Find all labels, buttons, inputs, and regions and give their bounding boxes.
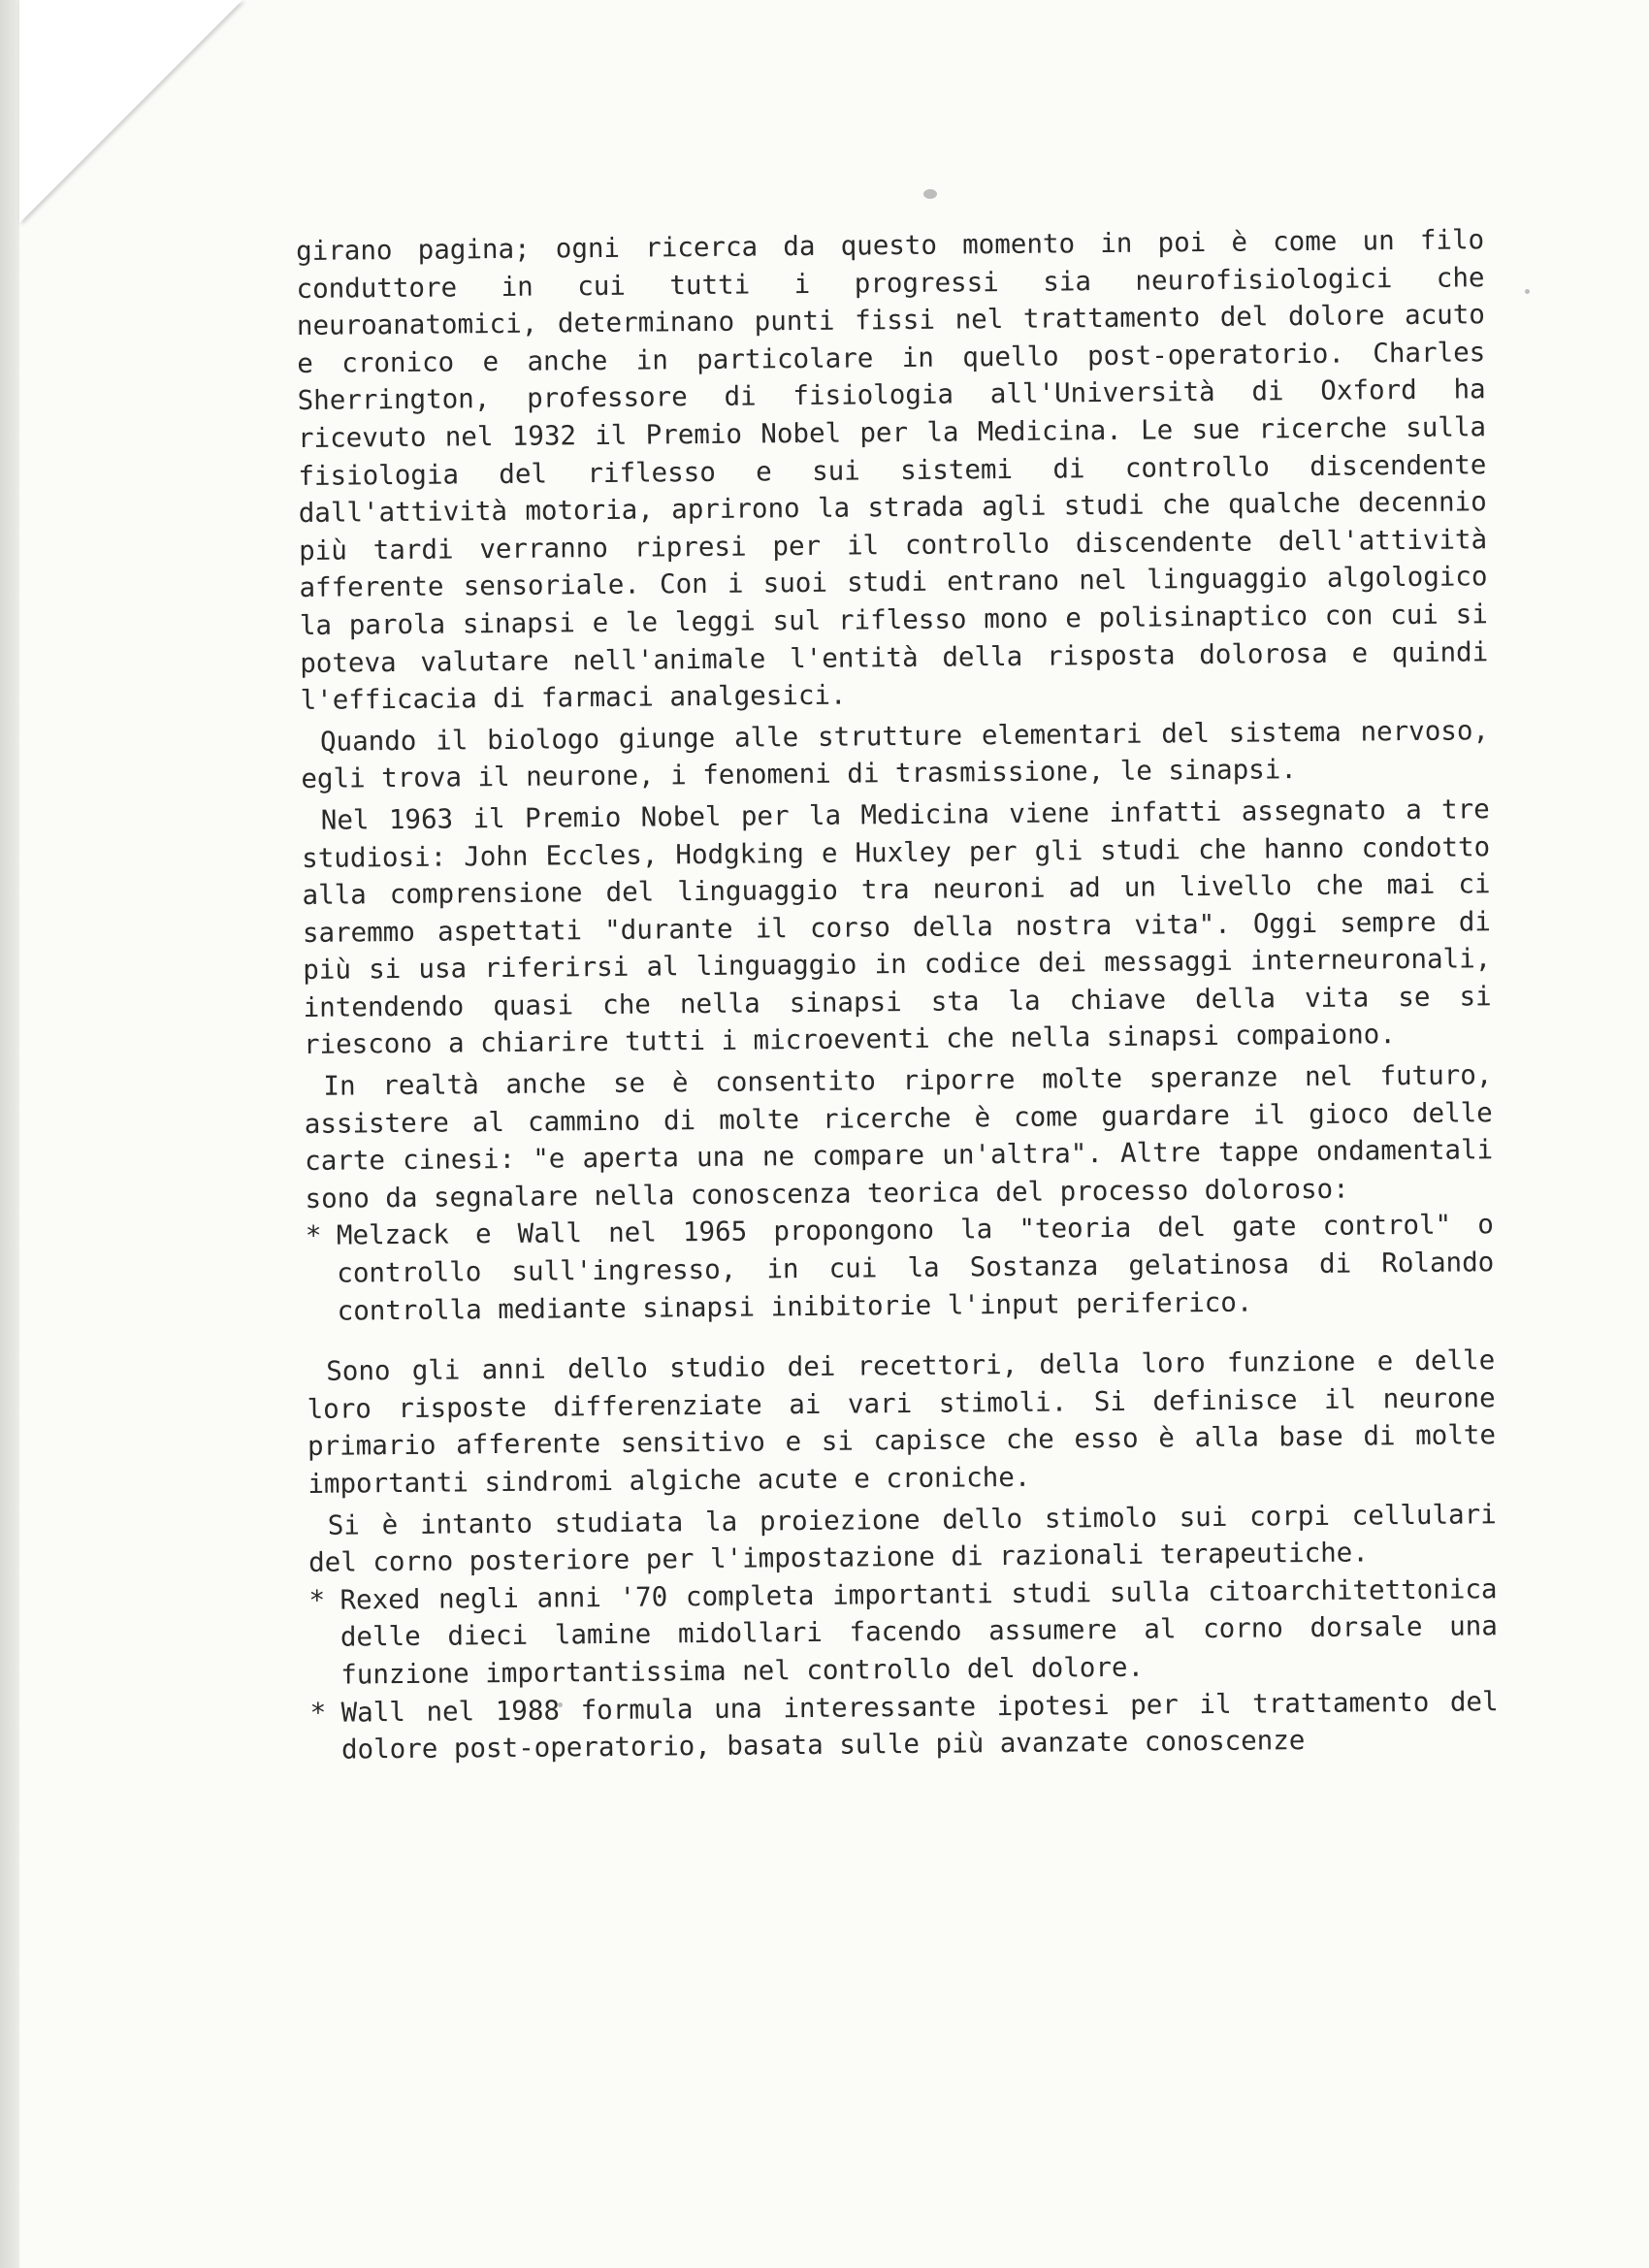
paragraph: girano pagina; ogni ricerca da questo momento in poi è come un filo conduttore in cui tutti i progressi sia neurofisiologici che neuroanatomici, determinano punti fissi nel trattamento del dolore acuto e cronico e anche in particolare in quello post-operatorio. Charles Sherrington, professore di fisiologia all'Università di Oxford ha ricevuto nel 1932 il Premio Nobel per la Medicina. Le sue ricerche sulla fisiologia del riflesso e sui sistemi di controllo discendente dall'attività motoria, aprirono la strada agli studi che qualche decennio più tardi verranno ripresi per il controllo discendente dell'attività afferente sensoriale. Con i suoi studi entrano nel linguaggio algologico la parola sinapsi e le leggi sul riflesso mono e polisinaptico con cui si poteva valutare nell'animale l'entità della risposta dolorosa e quindi l'efficacia di farmaci analgesici. [296,224,1489,717]
bullet-item [306,1207,1495,1331]
bullet-text: Rexed negli anni '70 completa importanti studi sulla citoarchitettonica delle dieci lamine midollari facendo assumere al corno dorsale una funzione importantissima nel controllo del dolore. [340,1572,1499,1691]
bullet-text: Wall nel 1988 formula una interessante ipotesi per il trattamento del dolore post-operatorio, basata sulle più avanzate conoscenze [340,1685,1499,1766]
bullet-item [309,1683,1499,1769]
bullet-mark: * [309,1697,327,1729]
folded-corner [19,0,242,223]
paragraph: Sono gli anni dello studio dei recettori, della loro funzione e delle loro risposte differenziate ai vari stimoli. Si definisce il neurone primario afferente sensitivo e si capisce che esso è alla base di molte importanti sindromi algiche acute e croniche. [307,1345,1497,1500]
speck [923,189,937,199]
speck [1525,289,1530,294]
document-body [296,221,1499,1768]
paragraph: In realtà anche se è consentito riporre molte speranze nel futuro, assistere al cammino di molte ricerche è come guardare il gioco delle carte cinesi: "e aperta una ne compare un'altra". Altre tappe ondamentali sono da segnalare nella conoscenza teorica del processo doloroso: [304,1059,1494,1215]
paragraph: Quando il biologo giunge alle strutture elementari del sistema nervoso, egli trova il neurone, i fenomeni di trasmissione, le sinapsi. [301,714,1490,795]
paragraph: Nel 1963 il Premio Nobel per la Medicina viene infatti assegnato a tre studiosi: John Eccles, Hodgking e Huxley per gli studi che hanno condotto alla comprensione del linguaggio tra neuroni ad un livello che mai ci saremmo aspettati "durante il corso della nostra vita". Oggi sempre di più si usa riferirsi al linguaggio in codice dei messaggi interneuronali, intendendo quasi che nella sinapsi sta la chiave della vita se si riescono a chiarire tutti i microeventi che nella sinapsi compaiono. [302,794,1492,1061]
bullet-mark: * [308,1584,326,1616]
bullet-text: Melzack e Wall nel 1965 propongono la "teoria del gate control" o controllo sull'ingresso, in cui la Sostanza gelatinosa di Rolando controlla mediante sinapsi inibitorie l'input periferico. [336,1209,1495,1327]
bullet-item [308,1571,1498,1695]
paragraph: Si è intanto studiata la proiezione dello stimolo sui corpi cellulari del corno posteriore per l'impostazione di razionali terapeutiche. [308,1498,1497,1579]
bullet-mark: * [305,1220,322,1252]
